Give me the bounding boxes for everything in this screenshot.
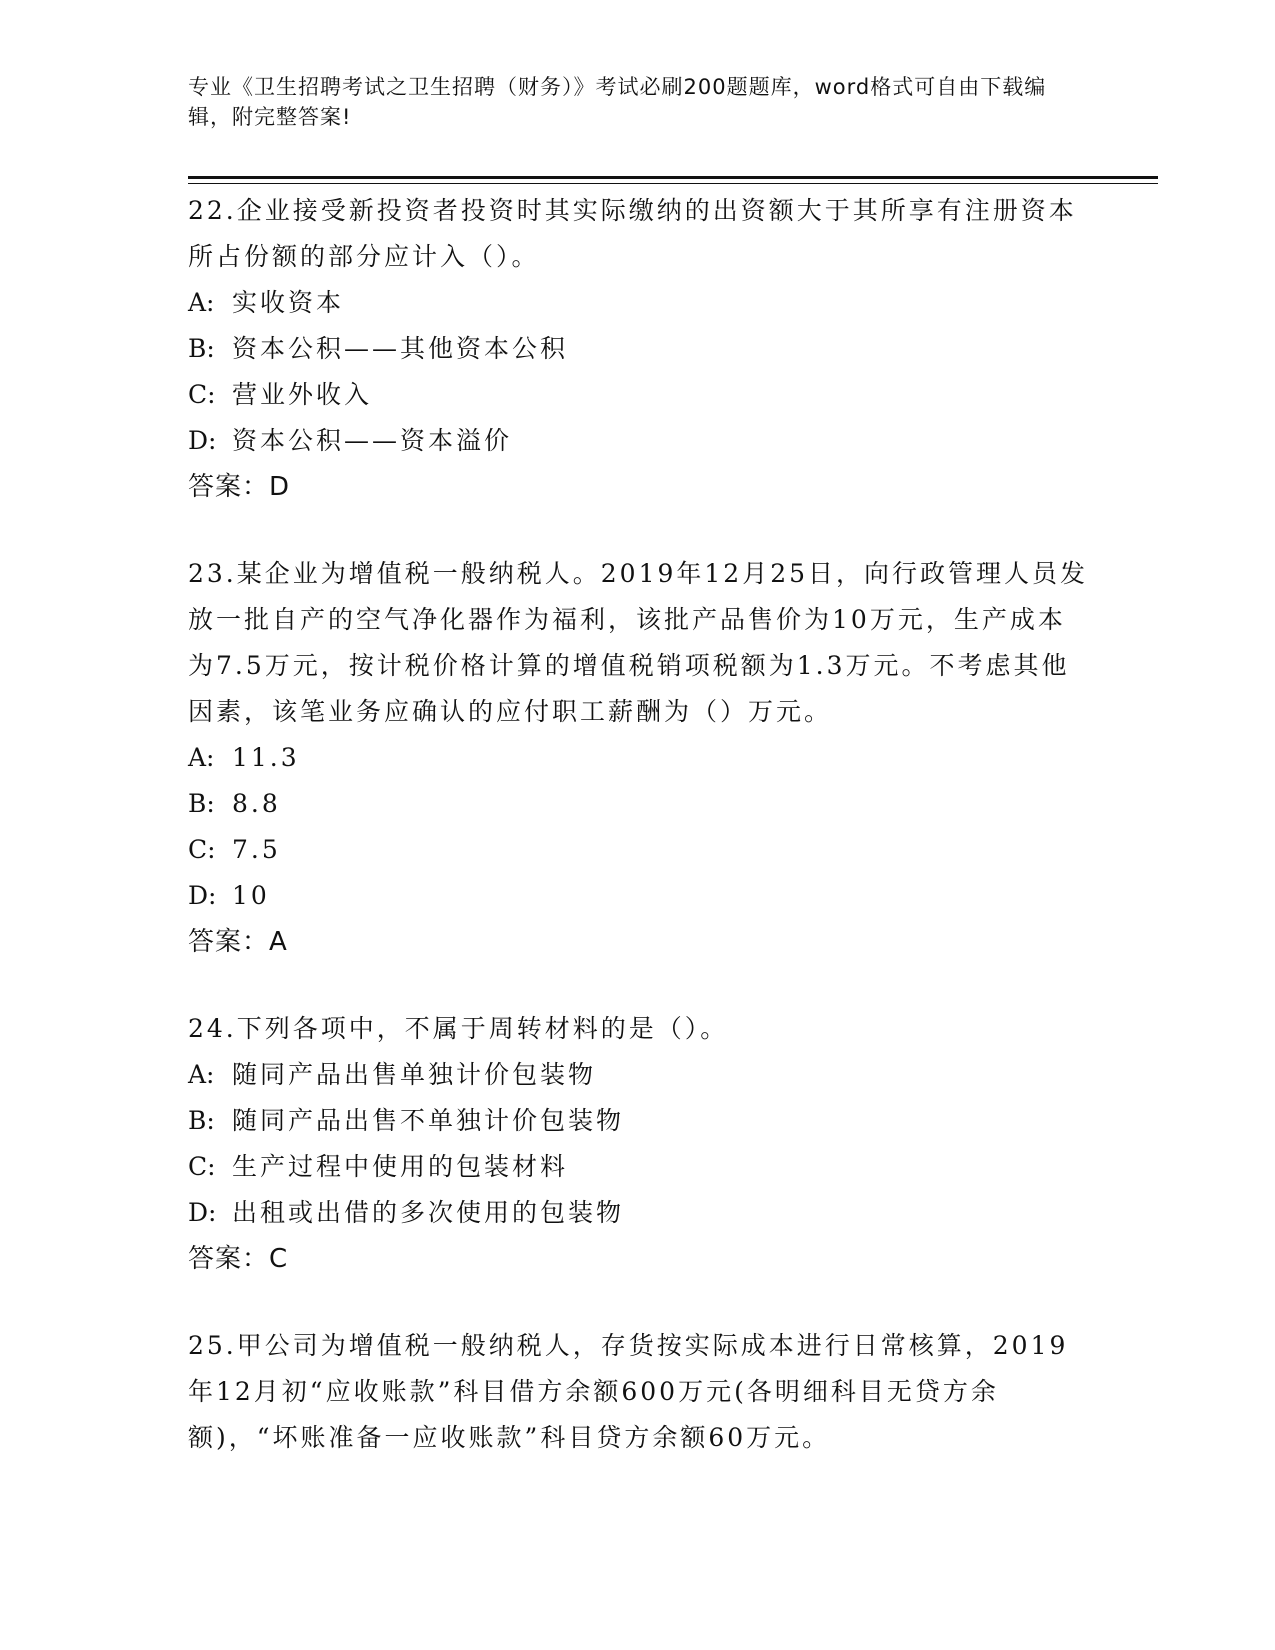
option-letter: C:	[188, 835, 216, 864]
question-24	[188, 1006, 1088, 1282]
option-d	[188, 1190, 1088, 1236]
option-text: 资本公积——其他资本公积	[232, 334, 569, 363]
question-stem: 22.企业接受新投资者投资时其实际缴纳的出资额大于其所享有注册资本所占份额的部分应计入（）。	[188, 196, 1077, 271]
option-letter: A:	[188, 743, 215, 772]
option-letter: D:	[188, 426, 217, 455]
question-stem: 24.下列各项中，不属于周转材料的是（）。	[188, 1014, 729, 1043]
option-text: 生产过程中使用的包装材料	[232, 1152, 569, 1181]
option-text: 资本公积——资本溢价	[232, 426, 513, 455]
option-c	[188, 827, 1088, 873]
option-letter: C:	[188, 1152, 216, 1181]
document-header: 专业《卫生招聘考试之卫生招聘（财务）》考试必刷200题题库，word格式可自由下载编辑，附完整答案!	[188, 75, 1047, 129]
option-text: 7.5	[232, 835, 281, 864]
option-text: 10	[232, 881, 270, 910]
option-d	[188, 418, 1088, 464]
option-a	[188, 1052, 1088, 1098]
option-letter: A:	[188, 1060, 215, 1089]
option-letter: D:	[188, 1198, 217, 1227]
answer-line: 答案：C	[188, 1244, 289, 1274]
option-c	[188, 372, 1088, 418]
question-stem: 23.某企业为增值税一般纳税人。2019年12月25日，向行政管理人员发放一批自产的空气净化器作为福利，该批产品售价为10万元，生产成本为7.5万元，按计税价格计算的增值税销项税额为1.3万元。不考虑其他因素，该笔业务应确认的应付职工薪酬为（）万元。	[188, 559, 1089, 726]
option-text: 实收资本	[232, 288, 345, 317]
header-divider-thick	[188, 176, 1158, 179]
option-letter: B:	[188, 334, 215, 363]
option-b	[188, 326, 1088, 372]
option-text: 随同产品出售不单独计价包装物	[232, 1106, 625, 1135]
answer-line: 答案：A	[188, 927, 288, 957]
option-letter: B:	[188, 789, 215, 818]
question-list	[188, 188, 1088, 1502]
option-c	[188, 1144, 1088, 1190]
header-divider-thin	[188, 183, 1158, 184]
option-b	[188, 1098, 1088, 1144]
option-text: 营业外收入	[232, 380, 373, 409]
option-text: 出租或出借的多次使用的包装物	[232, 1198, 625, 1227]
option-text: 11.3	[232, 743, 300, 772]
option-d	[188, 873, 1088, 919]
option-letter: C:	[188, 380, 216, 409]
question-stem: 25.甲公司为增值税一般纳税人，存货按实际成本进行日常核算，2019年12月初“应收账款”科目借方余额600万元(各明细科目无贷方余额)，“坏账准备一应收账款”科目贷方余额60万元。	[188, 1331, 1069, 1452]
option-letter: A:	[188, 288, 215, 317]
question-22	[188, 188, 1088, 510]
option-letter: D:	[188, 881, 217, 910]
question-23	[188, 551, 1088, 965]
option-text: 随同产品出售单独计价包装物	[232, 1060, 597, 1089]
option-a	[188, 735, 1088, 781]
option-text: 8.8	[232, 789, 281, 818]
option-a	[188, 280, 1088, 326]
question-25	[188, 1323, 1088, 1461]
option-letter: B:	[188, 1106, 215, 1135]
option-b	[188, 781, 1088, 827]
answer-line: 答案：D	[188, 472, 291, 502]
